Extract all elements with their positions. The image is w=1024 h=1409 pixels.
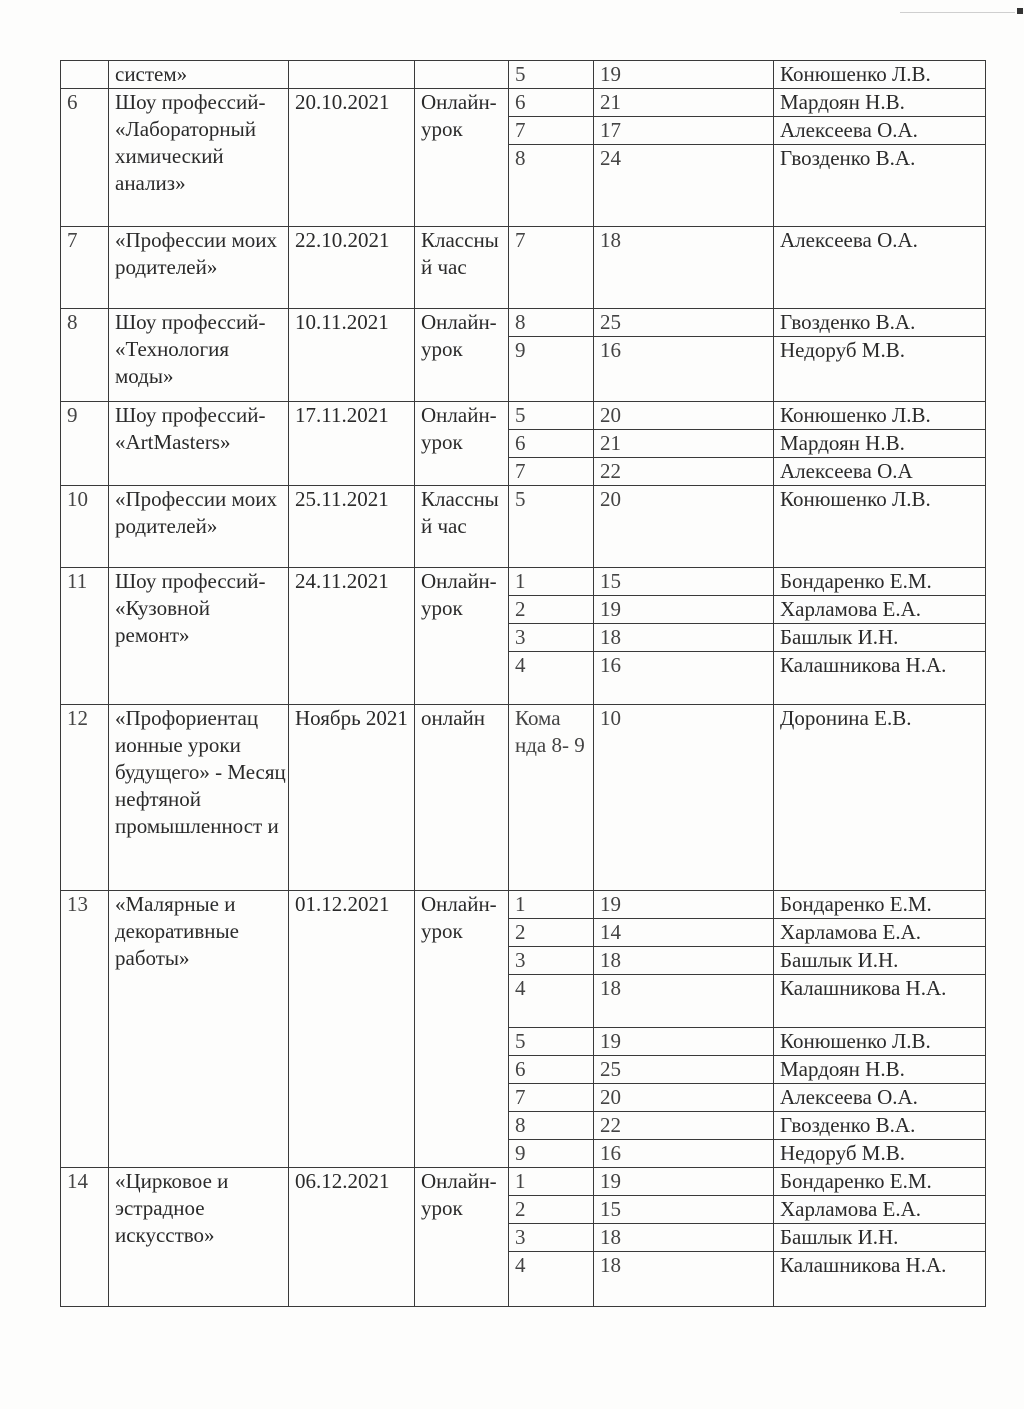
teacher-cell: Калашникова Н.А. (774, 1252, 986, 1307)
class-cell: 3 (509, 624, 594, 652)
event-date-cell: 06.12.2021 (289, 1168, 415, 1307)
table-row (61, 89, 986, 117)
teacher-cell: Калашникова Н.А. (774, 975, 986, 1028)
teacher-cell: Бондаренко Е.М. (774, 891, 986, 919)
event-title-cell: «Профессии моих родителей» (109, 486, 289, 568)
table-row (61, 705, 986, 891)
teacher-cell: Калашникова Н.А. (774, 652, 986, 705)
table-row-continuation (61, 61, 986, 89)
participants-count-cell: 16 (594, 337, 774, 402)
class-cell: 9 (509, 337, 594, 402)
row-number-cell: 10 (61, 486, 109, 568)
class-cell: 7 (509, 117, 594, 145)
participants-count-cell: 15 (594, 568, 774, 596)
teacher-cell: Мардоян Н.В. (774, 89, 986, 117)
event-form-cell: Онлайн- урок (415, 309, 509, 402)
class-cell: 1 (509, 891, 594, 919)
class-cell: 6 (509, 89, 594, 117)
class-cell: 4 (509, 652, 594, 705)
class-cell: 8 (509, 145, 594, 227)
participants-count-cell: 18 (594, 1224, 774, 1252)
participants-count-cell: 24 (594, 145, 774, 227)
table-row (61, 227, 986, 309)
event-form-cell: онлайн (415, 705, 509, 891)
teacher-cell: Алексеева О.А. (774, 227, 986, 309)
teacher-cell: Конюшенко Л.В. (774, 1028, 986, 1056)
teacher-cell: Алексеева О.А. (774, 117, 986, 145)
participants-count-cell: 21 (594, 89, 774, 117)
participants-count-cell: 20 (594, 1084, 774, 1112)
table-row (61, 891, 986, 919)
participants-count-cell: 19 (594, 596, 774, 624)
event-date-cell: 10.11.2021 (289, 309, 415, 402)
class-cell: 1 (509, 1168, 594, 1196)
teacher-cell: Бондаренко Е.М. (774, 1168, 986, 1196)
class-cell: 6 (509, 1056, 594, 1084)
event-title-cell: «Малярные и декоративные работы» (109, 891, 289, 1168)
event-form-cell: Классны й час (415, 227, 509, 309)
event-date-cell: 24.11.2021 (289, 568, 415, 705)
event-title-cell: Шоу профессий- «Технология моды» (109, 309, 289, 402)
participants-count-cell: 22 (594, 1112, 774, 1140)
events-table (60, 60, 986, 1307)
class-cell: 9 (509, 1140, 594, 1168)
teacher-cell: Башлык И.Н. (774, 947, 986, 975)
teacher-cell: Алексеева О.А (774, 458, 986, 486)
teacher-cell: Доронина Е.В. (774, 705, 986, 891)
participants-count-cell: 25 (594, 309, 774, 337)
participants-count-cell: 18 (594, 624, 774, 652)
event-title-cell: «Профориентац ионные уроки будущего» - Месяц нефтяной промышленност и (109, 705, 289, 891)
table-row (61, 568, 986, 596)
teacher-cell: Алексеева О.А. (774, 1084, 986, 1112)
table-row (61, 1168, 986, 1196)
class-cell: 5 (509, 402, 594, 430)
row-number-cell: 11 (61, 568, 109, 705)
participants-count-cell: 22 (594, 458, 774, 486)
scan-edge-line (900, 12, 1015, 13)
participants-count-cell: 17 (594, 117, 774, 145)
class-cell: 5 (509, 1028, 594, 1056)
participants-count-cell: 10 (594, 705, 774, 891)
event-form-cell: Онлайн- урок (415, 891, 509, 1168)
row-number-cell: 9 (61, 402, 109, 486)
teacher-cell: Гвозденко В.А. (774, 309, 986, 337)
participants-count-cell: 25 (594, 1056, 774, 1084)
class-cell: 6 (509, 430, 594, 458)
class-cell: 3 (509, 1224, 594, 1252)
event-form-cell: Классны й час (415, 486, 509, 568)
participants-count-cell: 15 (594, 1196, 774, 1224)
participants-count-cell: 16 (594, 652, 774, 705)
class-cell: 8 (509, 1112, 594, 1140)
event-date-cell: 20.10.2021 (289, 89, 415, 227)
class-cell: Кома нда 8- 9 (509, 705, 594, 891)
class-cell: 7 (509, 227, 594, 309)
row-number-cell: 6 (61, 89, 109, 227)
class-cell: 3 (509, 947, 594, 975)
event-form-cell: Онлайн- урок (415, 402, 509, 486)
teacher-cell: Харламова Е.А. (774, 1196, 986, 1224)
event-title-cell: Шоу профессий- «Лабораторный химический анализ» (109, 89, 289, 227)
class-cell: 5 (509, 486, 594, 568)
teacher-cell: Недоруб М.В. (774, 337, 986, 402)
teacher-cell: Конюшенко Л.В. (774, 402, 986, 430)
table-row (61, 309, 986, 337)
participants-count-cell: 14 (594, 919, 774, 947)
participants-count-cell: 21 (594, 430, 774, 458)
table-row (61, 402, 986, 430)
event-date-cell (289, 61, 415, 89)
event-date-cell: 25.11.2021 (289, 486, 415, 568)
event-form-cell (415, 61, 509, 89)
teacher-cell: Башлык И.Н. (774, 624, 986, 652)
event-title-cell: Шоу профессий- «ArtMasters» (109, 402, 289, 486)
table-row (61, 486, 986, 568)
event-title-cell: «Цирковое и эстрадное искусство» (109, 1168, 289, 1307)
participants-count-cell: 19 (594, 61, 774, 89)
participants-count-cell: 19 (594, 1168, 774, 1196)
participants-count-cell: 18 (594, 1252, 774, 1307)
event-form-cell: Онлайн- урок (415, 1168, 509, 1307)
participants-count-cell: 20 (594, 486, 774, 568)
participants-count-cell: 18 (594, 975, 774, 1028)
event-form-cell: Онлайн- урок (415, 568, 509, 705)
row-number-cell (61, 61, 109, 89)
event-title-cell: систем» (109, 61, 289, 89)
class-cell: 4 (509, 975, 594, 1028)
event-date-cell: 22.10.2021 (289, 227, 415, 309)
teacher-cell: Мардоян Н.В. (774, 430, 986, 458)
event-form-cell: Онлайн- урок (415, 89, 509, 227)
event-title-cell: Шоу профессий- «Кузовной ремонт» (109, 568, 289, 705)
teacher-cell: Бондаренко Е.М. (774, 568, 986, 596)
participants-count-cell: 19 (594, 1028, 774, 1056)
teacher-cell: Харламова Е.А. (774, 919, 986, 947)
row-number-cell: 8 (61, 309, 109, 402)
row-number-cell: 13 (61, 891, 109, 1168)
row-number-cell: 14 (61, 1168, 109, 1307)
event-date-cell: 17.11.2021 (289, 402, 415, 486)
teacher-cell: Конюшенко Л.В. (774, 61, 986, 89)
class-cell: 7 (509, 458, 594, 486)
class-cell: 2 (509, 596, 594, 624)
participants-count-cell: 19 (594, 891, 774, 919)
event-title-cell: «Профессии моих родителей» (109, 227, 289, 309)
teacher-cell: Башлык И.Н. (774, 1224, 986, 1252)
participants-count-cell: 18 (594, 947, 774, 975)
class-cell: 1 (509, 568, 594, 596)
event-date-cell: Ноябрь 2021 (289, 705, 415, 891)
teacher-cell: Гвозденко В.А. (774, 145, 986, 227)
scan-corner-mark (1017, 8, 1023, 14)
teacher-cell: Недоруб М.В. (774, 1140, 986, 1168)
class-cell: 7 (509, 1084, 594, 1112)
row-number-cell: 7 (61, 227, 109, 309)
class-cell: 4 (509, 1252, 594, 1307)
row-number-cell: 12 (61, 705, 109, 891)
teacher-cell: Мардоян Н.В. (774, 1056, 986, 1084)
event-date-cell: 01.12.2021 (289, 891, 415, 1168)
class-cell: 8 (509, 309, 594, 337)
teacher-cell: Харламова Е.А. (774, 596, 986, 624)
teacher-cell: Конюшенко Л.В. (774, 486, 986, 568)
class-cell: 2 (509, 919, 594, 947)
class-cell: 5 (509, 61, 594, 89)
class-cell: 2 (509, 1196, 594, 1224)
participants-count-cell: 16 (594, 1140, 774, 1168)
teacher-cell: Гвозденко В.А. (774, 1112, 986, 1140)
participants-count-cell: 18 (594, 227, 774, 309)
participants-count-cell: 20 (594, 402, 774, 430)
